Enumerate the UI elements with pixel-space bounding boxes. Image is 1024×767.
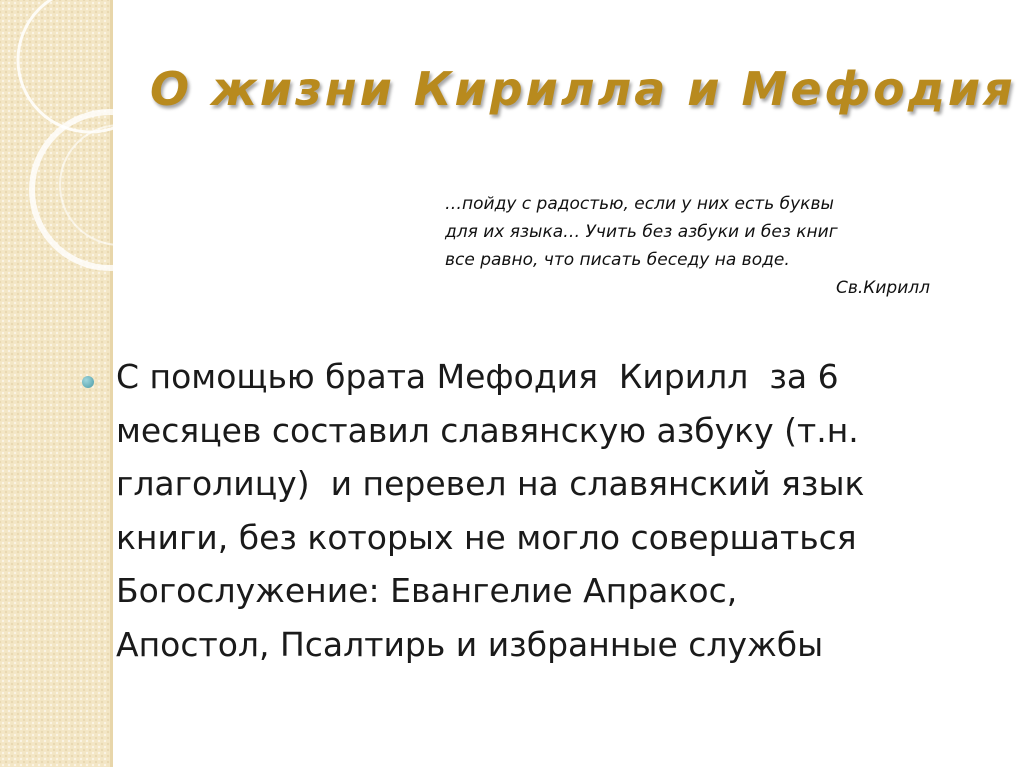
decorative-arcs-icon: [0, 0, 140, 300]
bullet-line: месяцев составил славянскую азбуку (т.н.: [116, 410, 859, 450]
quote-line: для их языка… Учить без азбуки и без книг: [445, 222, 838, 242]
quote-author: Св.Кирилл: [836, 278, 930, 298]
quote-line: …пойду с радостью, если у них есть буквы: [445, 194, 834, 214]
bullet-text: [116, 350, 982, 671]
bullet-line: Богослужение: Евангелие Апракос,: [116, 571, 738, 610]
bullet-line: глаголицу) и перевел на славянский язык: [116, 464, 865, 503]
bullet-item: [82, 350, 982, 671]
slide-title: О жизни Кирилла и Мефодия: [150, 62, 1016, 116]
bullet-line: С помощью брата Мефодия Кирилл за 6: [116, 357, 839, 396]
bullet-line: книги, без которых не могло совершаться: [116, 517, 857, 557]
bullet-line: Апостол, Псалтирь и избранные службы: [116, 624, 824, 664]
epigraph-quote: [445, 190, 940, 302]
quote-line: все равно, что писать беседу на воде.: [445, 250, 790, 270]
bullet-dot-icon: [82, 376, 94, 388]
